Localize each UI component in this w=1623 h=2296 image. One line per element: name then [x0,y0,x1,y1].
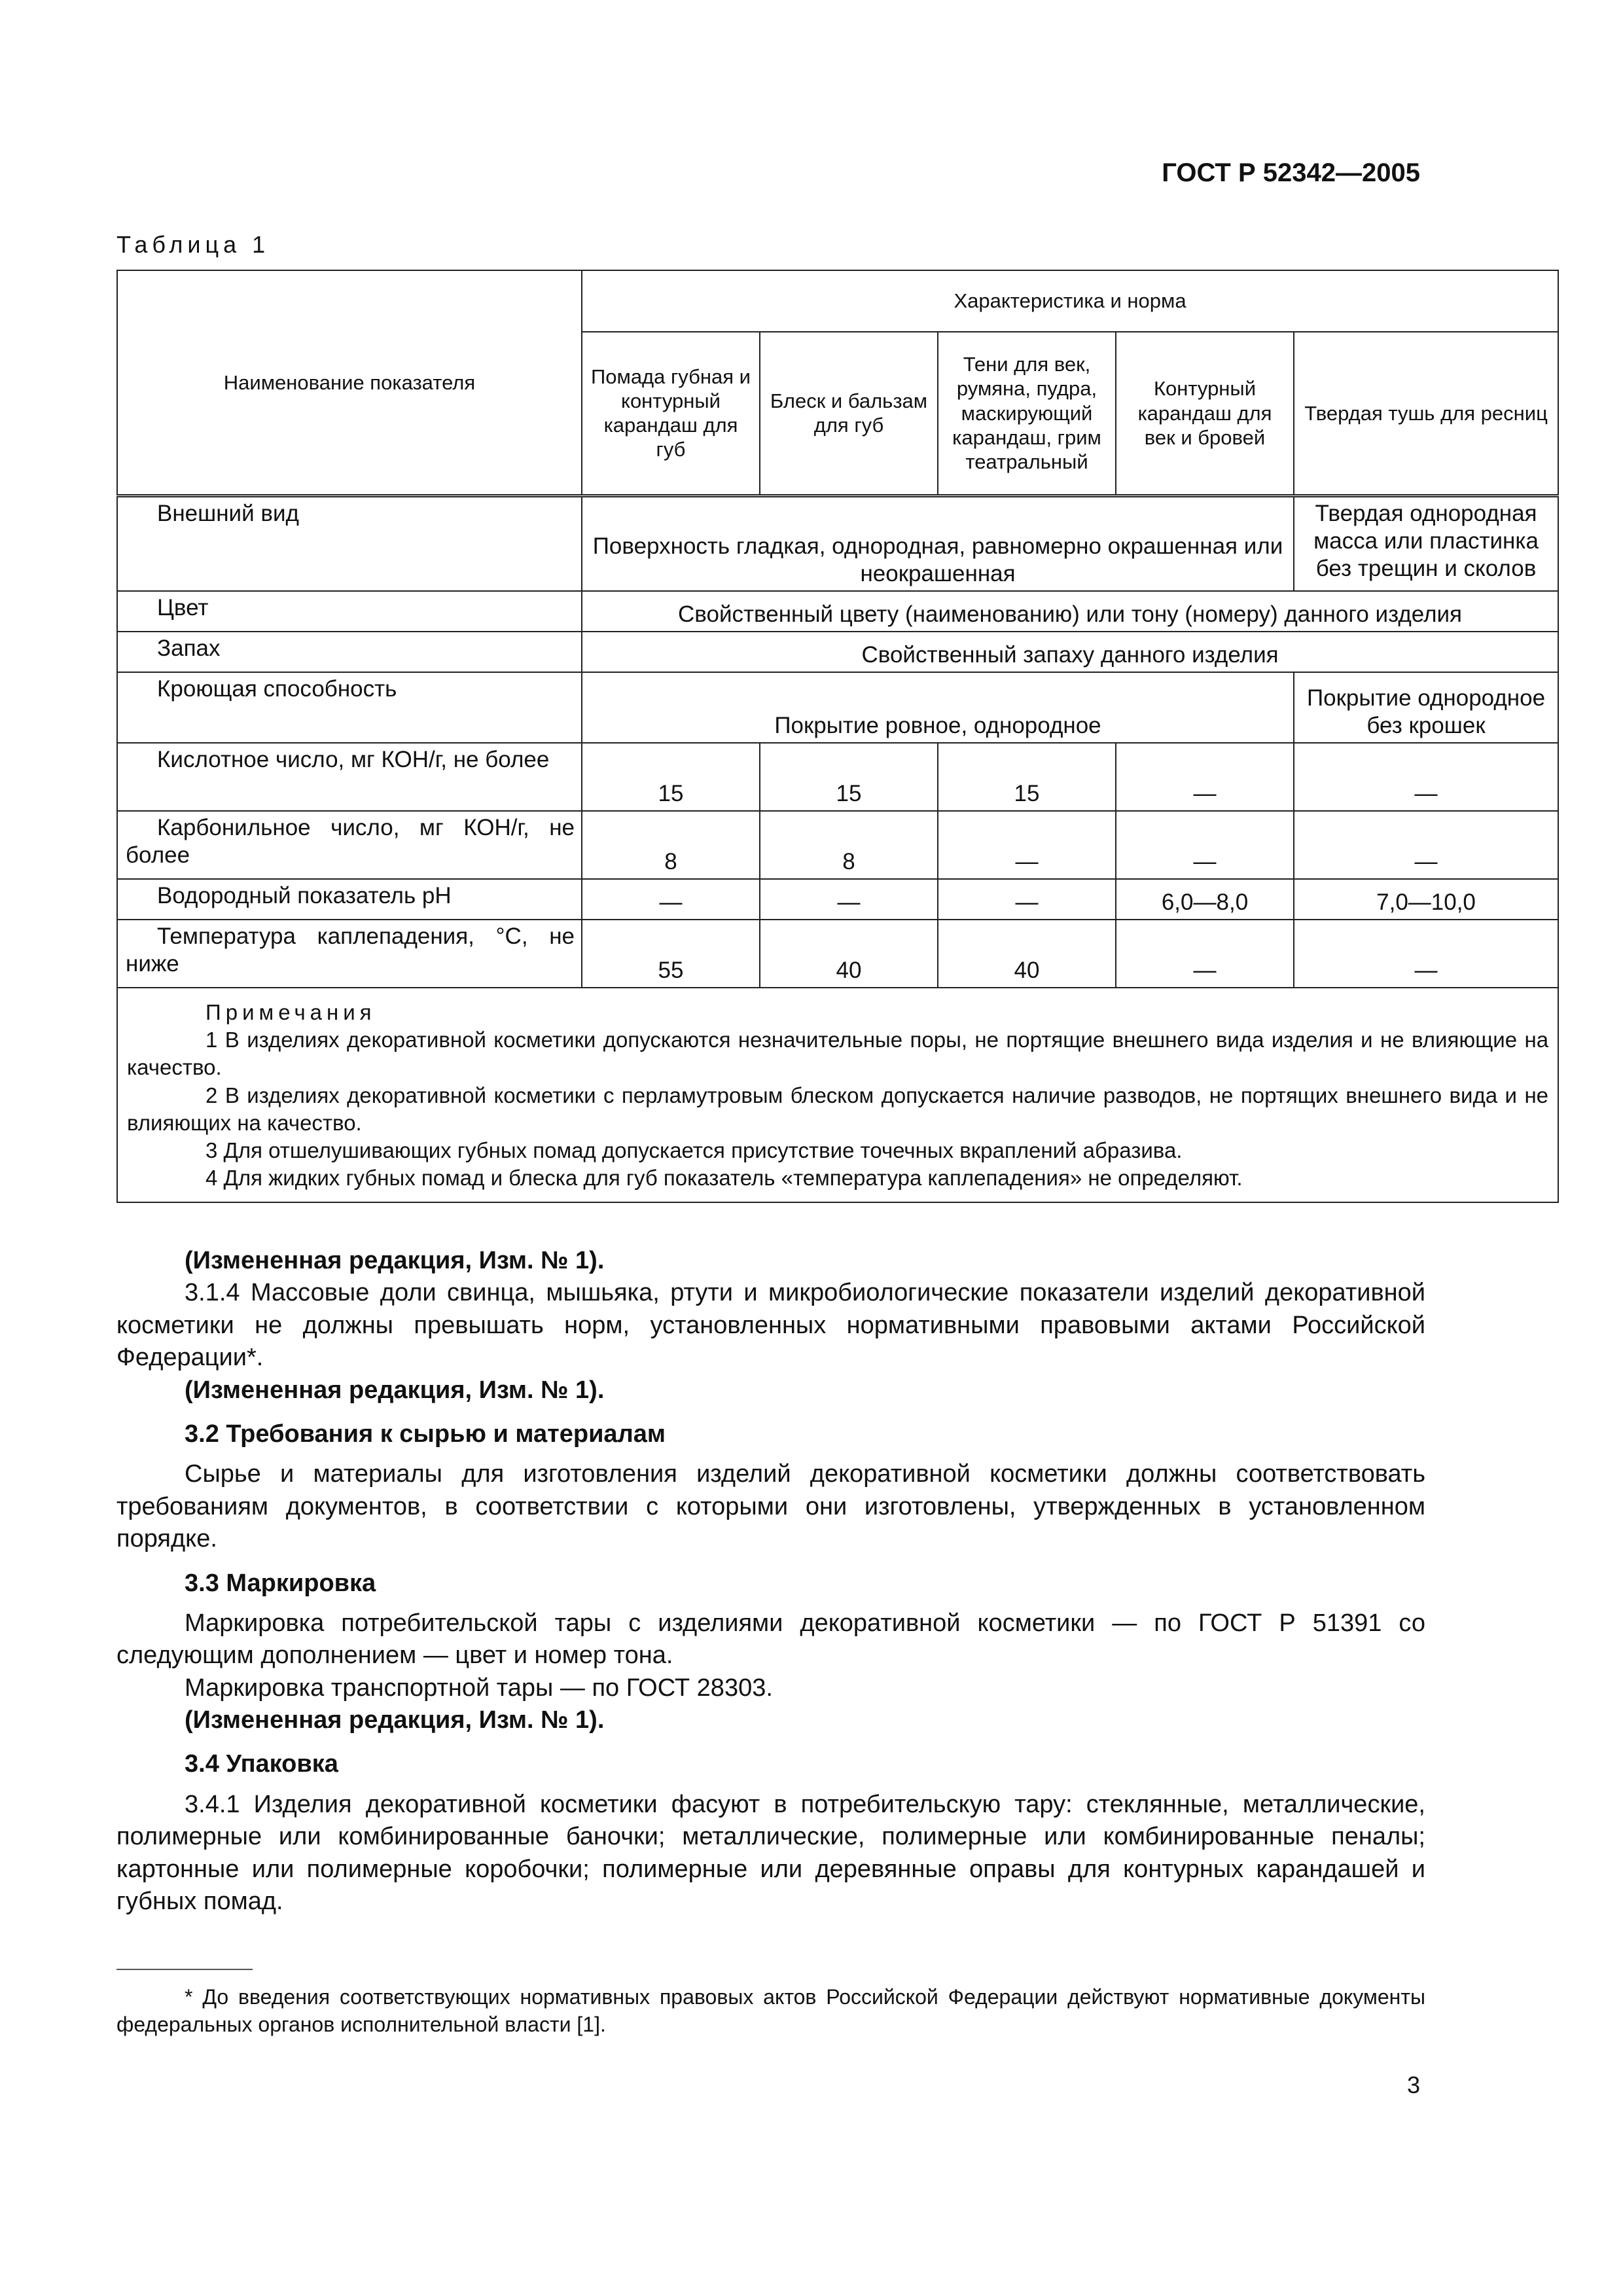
row-value-mascara: Покрытие однородное без крошек [1294,672,1558,743]
row-name: Запах [117,632,582,672]
table-row-smell [117,632,1558,672]
row-value-common: Поверхность гладкая, однородная, равномерно окрашенная или неокрашенная [582,495,1294,591]
row-name: Температура каплепадения, °С, не ниже [117,920,582,988]
amendment-note: (Измененная редакция, Изм. № 1). [185,1376,605,1404]
row-value: — [938,879,1116,920]
row-value: — [1116,743,1294,811]
row-value-common: Свойственный запаху данного изделия [582,632,1558,672]
paragraph-3-4-1: 3.4.1 Изделия декоративной косметики фасуют в потребительскую тару: стеклянные, металлические, полимерные или комбинированные баночки; металлические, полимерные или комбинированные пеналы; картонные или полимерные коробочки; полимерные или деревянные оправы для контурных карандашей и губных помад. [116,1790,1425,1916]
paragraph-3-1-4: 3.1.4 Массовые доли свинца, мышьяка, ртути и микробиологические показатели изделий декоративной косметики не должны превышать норм, установленных нормативными правовыми актами Российской Федерации*. [116,1279,1425,1372]
row-value: — [1294,743,1558,811]
paragraph-3-3-consumer: Маркировка потребительской тары с изделиями декоративной косметики — по ГОСТ Р 51391 со следующим дополнением — цвет и номер тона. [116,1609,1425,1670]
section-heading-3-2: 3.2 Требования к сырью и материалам [185,1420,666,1448]
table-row-drop-point [117,920,1558,988]
body-text [116,1245,1425,1918]
row-value: 40 [760,920,938,988]
document-number: ГОСТ Р 52342—2005 [1162,158,1420,187]
paragraph-3-2: Сырье и материалы для изготовления изделий декоративной косметики должны соответствовать требованиям документов, в соответствии с которыми они изготовлены, утвержденных в установленном порядке. [116,1460,1425,1553]
paragraph-3-3-transport: Маркировка транспортной тары — по ГОСТ 28303. [185,1674,773,1702]
section-heading-3-3: 3.3 Маркировка [185,1569,376,1597]
amendment-note: (Измененная редакция, Изм. № 1). [185,1247,605,1274]
row-value: 15 [582,743,760,811]
table-row-coverage [117,672,1558,743]
table-row-carbonyl-number [117,811,1558,879]
section-heading-3-4: 3.4 Упаковка [185,1750,338,1778]
row-value-common: Свойственный цвету (наименованию) или тону (номеру) данного изделия [582,591,1558,632]
row-name: Карбонильное число, мг КОН/г, не более [117,811,582,879]
header-col-eye-pencil: Контурный карандаш для век и бровей [1116,332,1294,495]
table-row-ph [117,879,1558,920]
table-label: Таблица 1 [116,231,270,258]
note-item: 4 Для жидких губных помад и блеска для губ показатель «температура каплепадения» не определяют. [205,1166,1243,1191]
row-value: 8 [582,811,760,879]
page-number: 3 [1406,2072,1420,2098]
header-indicator-name: Наименование показателя [117,270,582,495]
table-row-acid-number [117,743,1558,811]
amendment-note: (Измененная редакция, Изм. № 1). [185,1706,605,1734]
header-col-mascara: Твердая тушь для ресниц [1294,332,1558,495]
row-value-mascara: Твердая однородная масса или пластинка без трещин и сколов [1294,495,1558,591]
row-name: Кроющая способность [117,672,582,743]
notes-title: Примечания [205,1000,376,1024]
row-value: — [582,879,760,920]
row-value: 55 [582,920,760,988]
row-value-common: Покрытие ровное, однородное [582,672,1294,743]
row-value: — [938,811,1116,879]
row-value: 40 [938,920,1116,988]
table-row-notes [117,988,1558,1202]
note-item: 3 Для отшелушивающих губных помад допускается присутствие точечных вкраплений абразива. [205,1138,1183,1163]
note-item: 1 В изделиях декоративной косметики допускаются незначительные поры, не портящие внешнего вида изделия и не влияющие на качество. [127,1028,1549,1080]
row-value: 7,0—10,0 [1294,879,1558,920]
header-col-lipstick: Помада губная и контурный карандаш для губ [582,332,760,495]
table-notes [117,988,1558,1202]
specification-table [116,270,1559,1203]
row-value: 6,0—8,0 [1116,879,1294,920]
row-value: — [760,879,938,920]
header-characteristic-group: Характеристика и норма [582,270,1558,332]
row-value: 15 [760,743,938,811]
row-value: 8 [760,811,938,879]
row-name: Цвет [117,591,582,632]
header-col-eye-shadow: Тени для век, румяна, пудра, маскирующий карандаш, грим театральный [938,332,1116,495]
table-row-color [117,591,1558,632]
row-name: Внешний вид [117,495,582,591]
header-col-lip-gloss: Блеск и бальзам для губ [760,332,938,495]
footnote: * До введения соответствующих нормативных правовых актов Российской Федерации действуют нормативные документы федеральных органов исполнительной власти [1]. [116,1985,1425,2037]
row-value: — [1116,811,1294,879]
row-value: — [1294,920,1558,988]
row-value: — [1116,920,1294,988]
row-name: Водородный показатель рН [117,879,582,920]
footnote-divider [116,1969,253,1970]
row-value: — [1294,811,1558,879]
table-row-appearance [117,495,1558,591]
row-name: Кислотное число, мг КОН/г, не более [117,743,582,811]
note-item: 2 В изделиях декоративной косметики с перламутровым блеском допускается наличие разводов, не портящих внешнего вида и не влияющих на качество. [127,1083,1549,1135]
row-value: 15 [938,743,1116,811]
